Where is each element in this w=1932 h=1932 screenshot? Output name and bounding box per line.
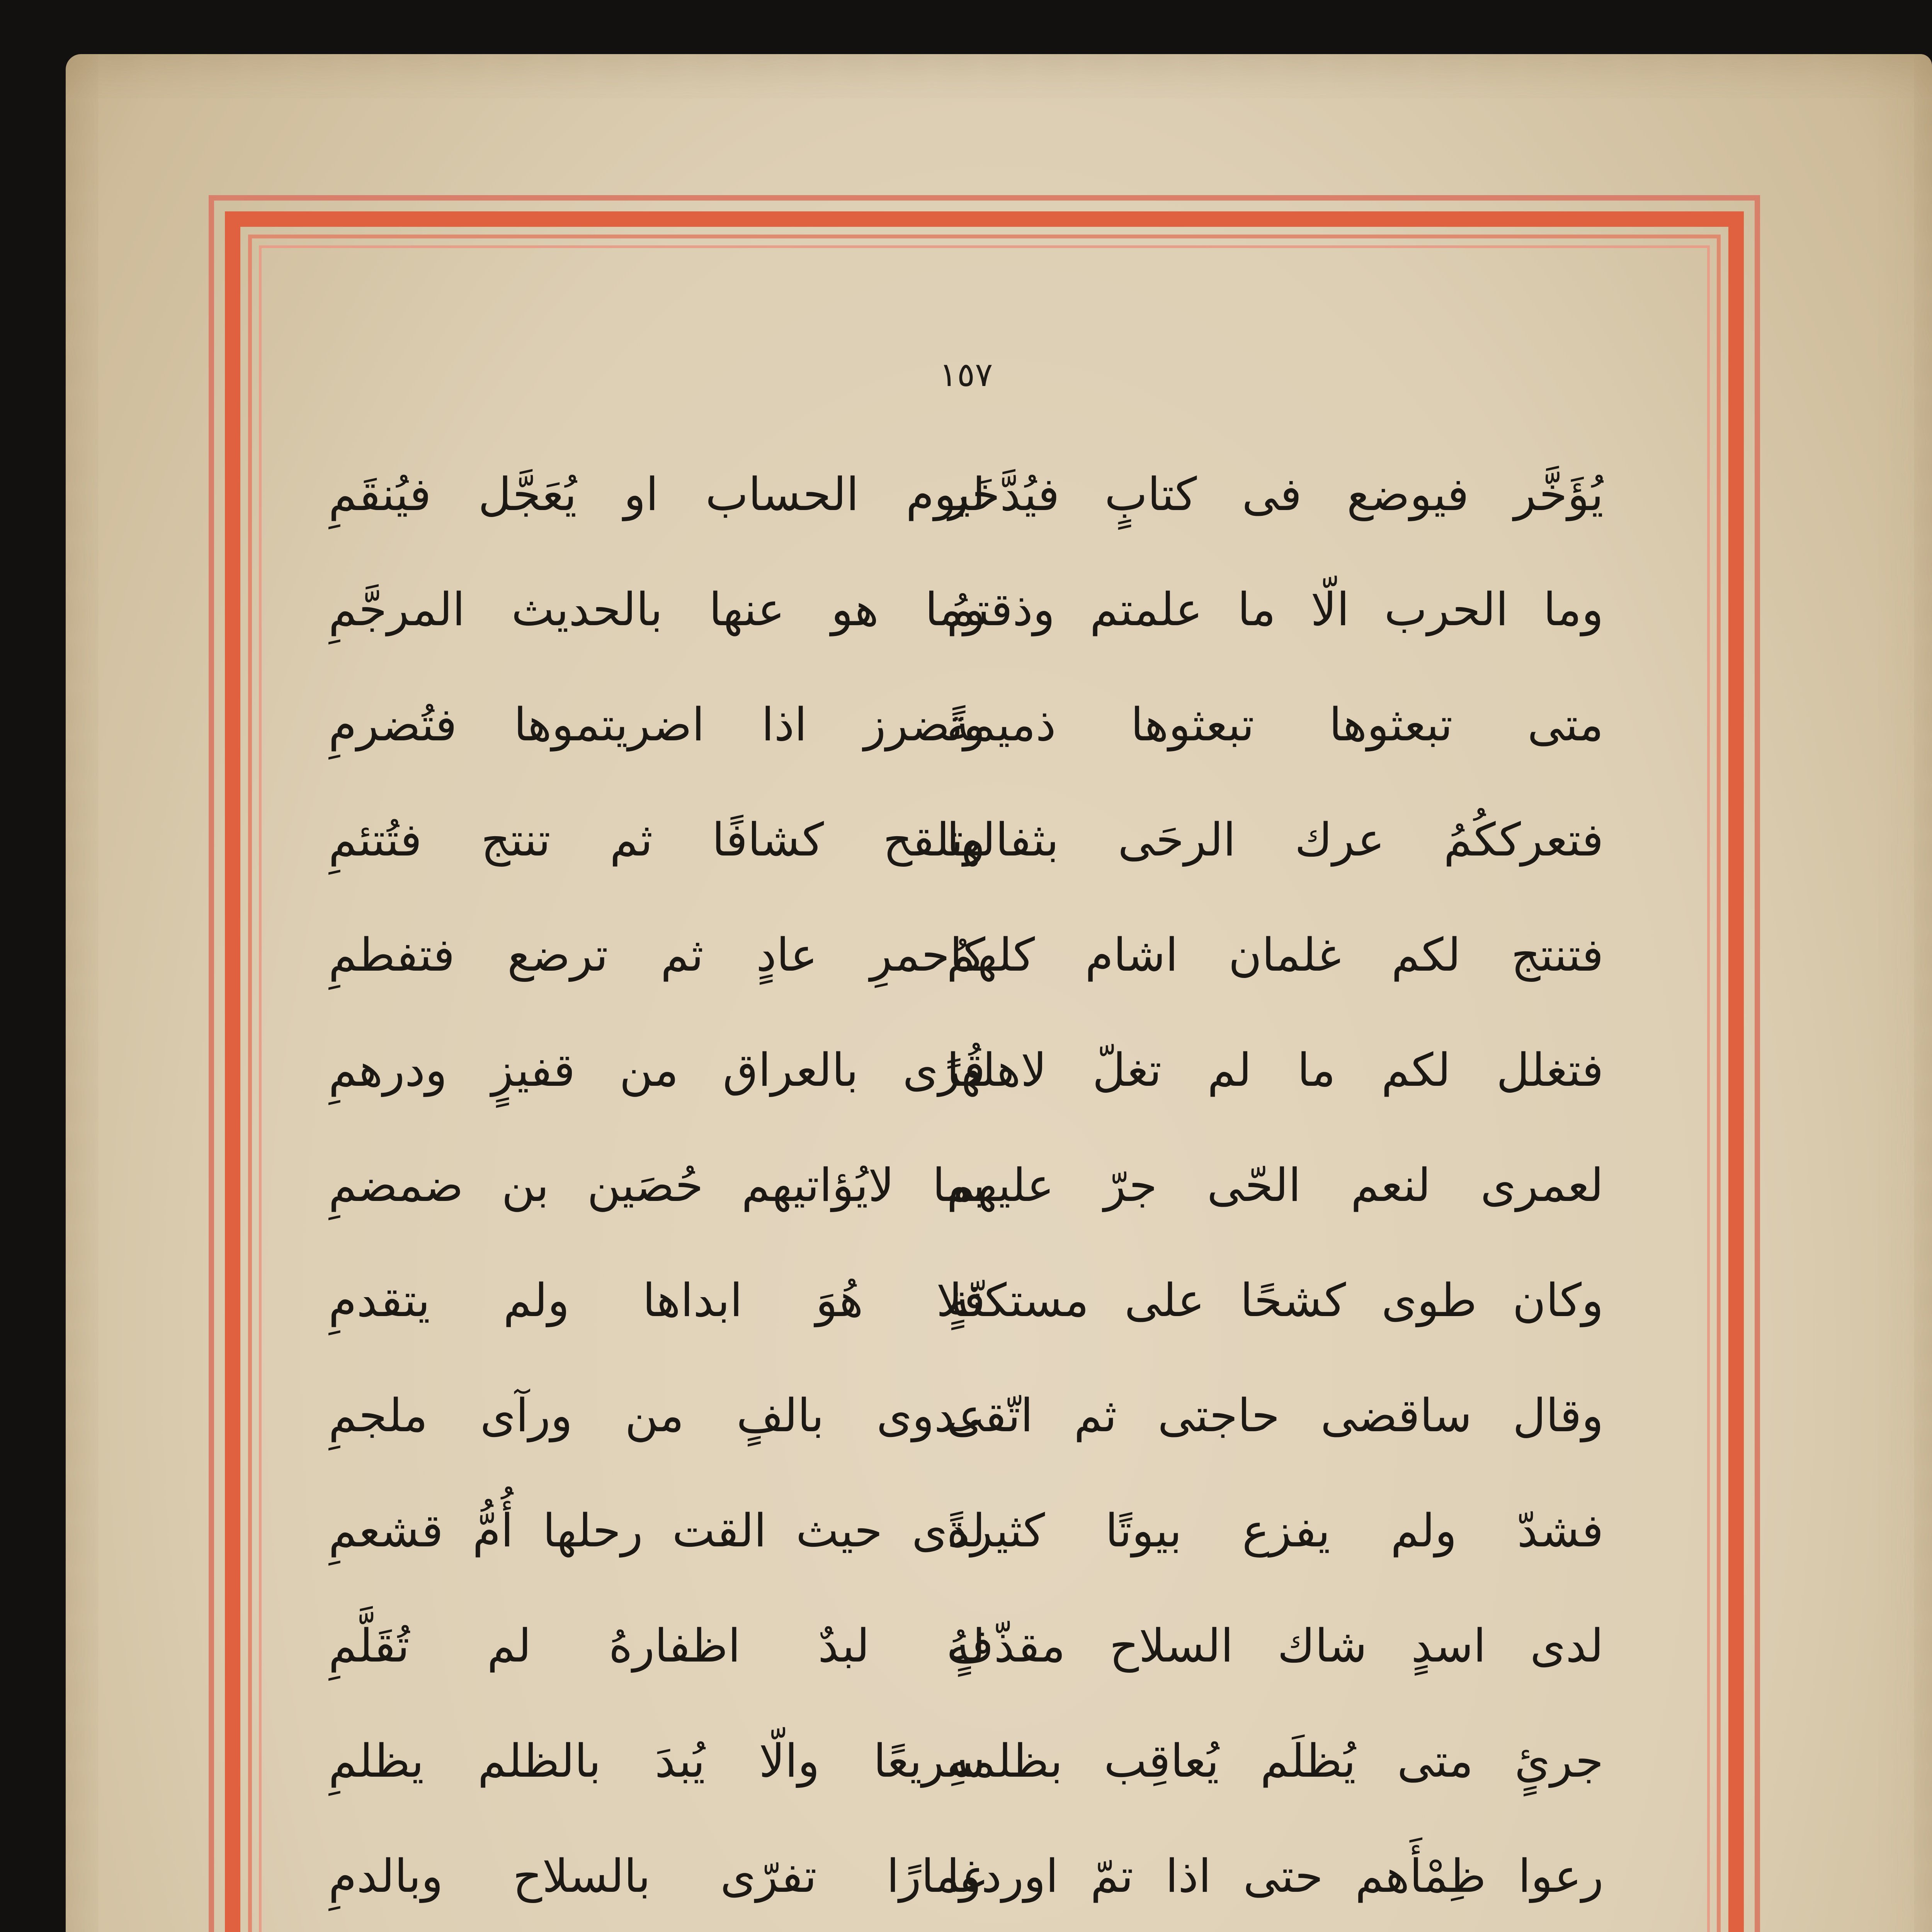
verse-line: بما لايُؤاتيهم حُصَين بن ضمضمِ [328, 1158, 985, 1212]
verse-line: ليوم الحساب او يُعَجَّل فيُنقَمِ [328, 468, 985, 521]
left-verse-column [328, 437, 985, 1932]
page-number: ١٥٧ [939, 355, 993, 394]
verse-line: لهُ لبدٌ اظفارهُ لم تُقَلَّمِ [328, 1619, 985, 1672]
verse-line: فتغلل لكم ما لم تغلّ لاهلها [947, 1043, 1604, 1097]
verse-line: رعوا ظِمْأَهم حتى اذا تمّ اوردوا [947, 1849, 1604, 1903]
verse-line: لدى اسدٍ شاك السلاح مقذّفٍ [947, 1619, 1604, 1672]
verse-line: فتنتج لكم غلمان اشام كلهمُ [947, 928, 1604, 981]
verse-line: وما الحرب الّا ما علمتم وذقتمُ [947, 583, 1604, 636]
verse-line: جرئٍ متى يُظلَم يُعاقِب بظلمهِ [947, 1734, 1604, 1787]
verse-line: قُرًى بالعراق من قفيزٍ ودرهمِ [328, 1043, 985, 1097]
verse-line: فشدّ ولم يفزع بيوتًا كثيرةً [947, 1504, 1604, 1557]
verse-line: متى تبعثوها تبعثوها ذميمةً [947, 698, 1604, 751]
verse-line: يُؤَخَّر فيوضع فى كتابٍ فيُدَّخَر [947, 468, 1604, 521]
verse-line: عدوى بالفٍ من ورآى ملجمِ [328, 1389, 985, 1442]
verse-line: لدى حيث القت رحلها أُمُّ قشعمِ [328, 1504, 985, 1557]
verse-line: كاحمرِ عادٍ ثم ترضع فتفطمِ [328, 928, 985, 981]
verse-line: فلا هُوَ ابداها ولم يتقدمِ [328, 1274, 985, 1327]
right-verse-column [947, 437, 1604, 1932]
verse-line: وتضرز اذا اضريتموها فتُضرمِ [328, 698, 985, 751]
verse-line: وكان طوى كشحًا على مستكنّةٍ [947, 1274, 1604, 1327]
verse-line: وقال ساقضى حاجتى ثم اتّقى [947, 1389, 1604, 1442]
verse-line: لعمرى لنعم الحّى جرّ عليهم [947, 1158, 1604, 1212]
verse-line: فتعرككُمُ عرك الرحَى بثفالها [947, 813, 1604, 866]
verse-line: وتلقح كشافًا ثم تنتج فتُتئمِ [328, 813, 985, 866]
verse-line: وما هو عنها بالحديث المرجَّمِ [328, 583, 985, 636]
verse-line: سريعًا والّا يُبدَ بالظلم يظلمِ [328, 1734, 985, 1787]
verse-line: غمارًا تفرّى بالسلاح وبالدمِ [328, 1849, 985, 1903]
